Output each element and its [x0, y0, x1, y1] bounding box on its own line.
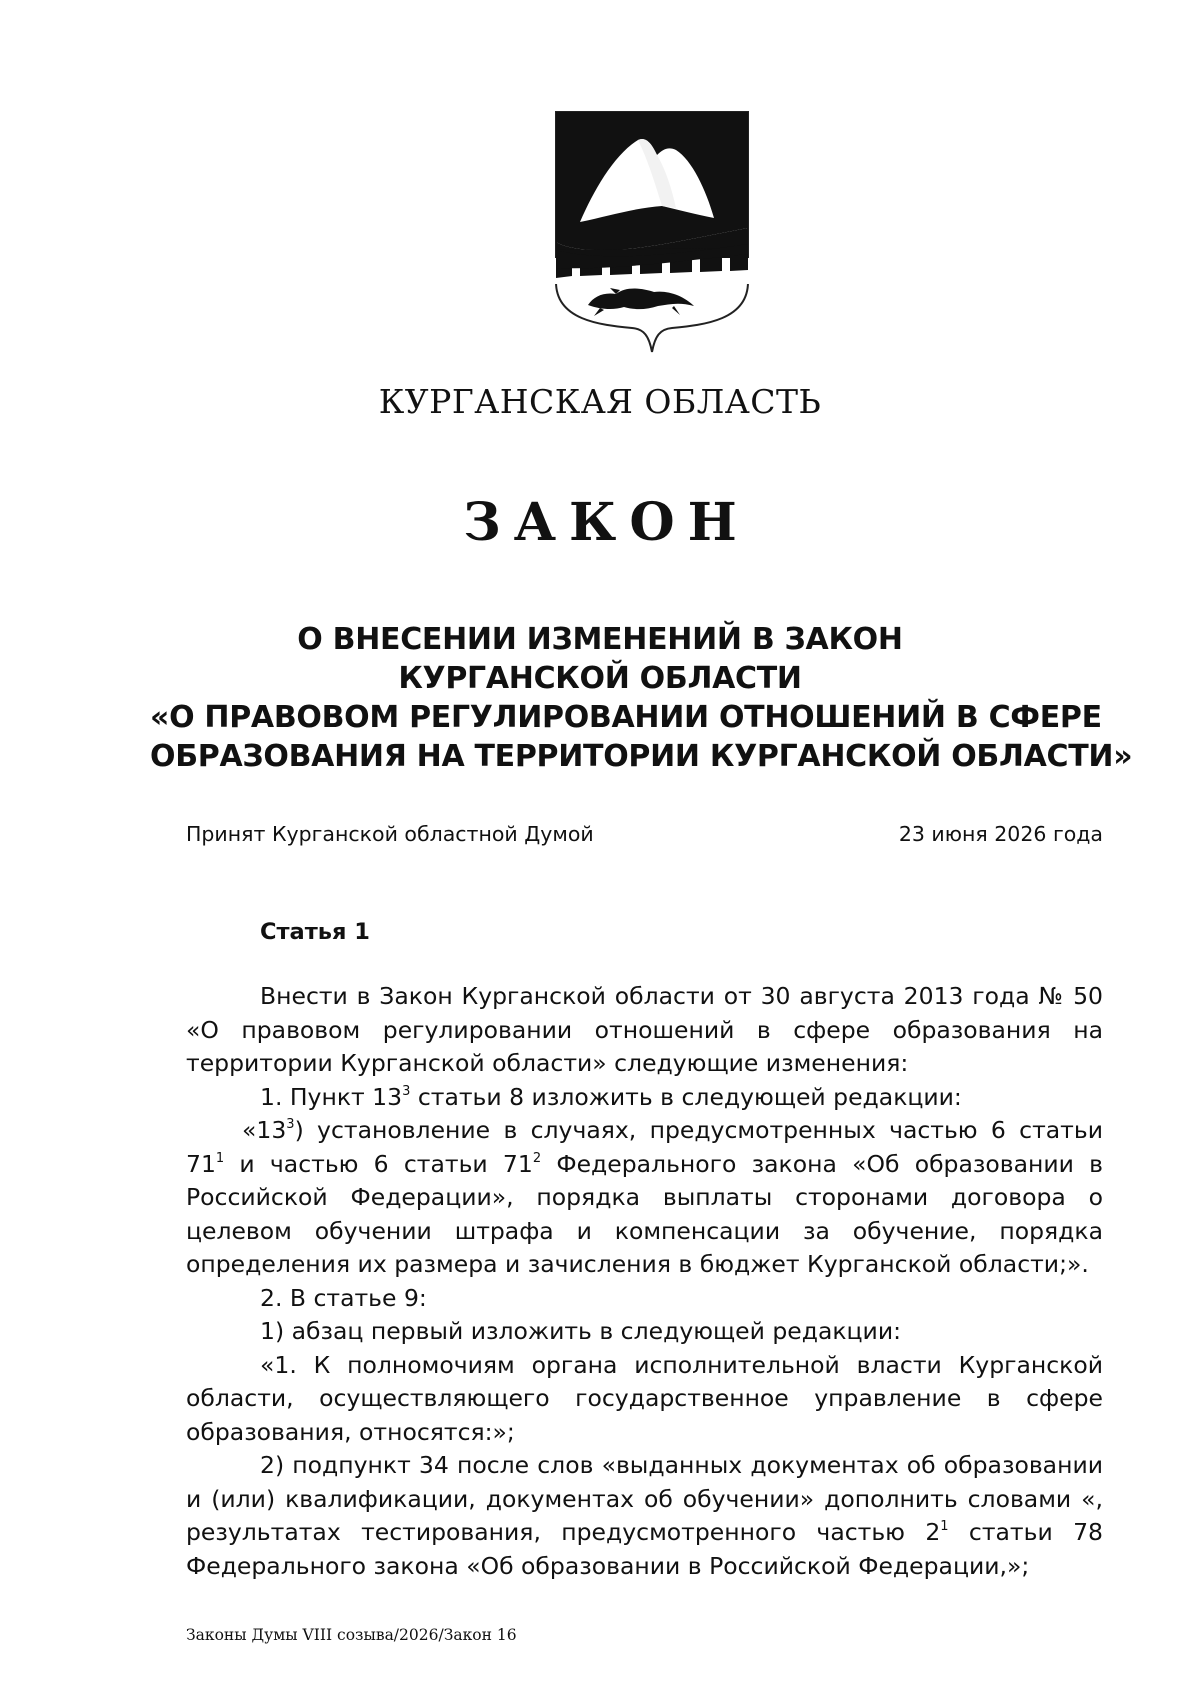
- adoption-text: Принят Курганской областной Думой: [186, 822, 594, 846]
- superscript: 3: [286, 1117, 295, 1132]
- quote-1-text-d: Федерального закона «Об образовании в Российской Федерации», порядка выплаты сторонами договора о целевом обучении штрафа и компенсации за обучение, порядка определения их размера и зачисления в бюджет Курганской области;».: [186, 1149, 1103, 1278]
- superscript: 1: [940, 1519, 949, 1534]
- amendment-subitem-1: 1) абзац первый изложить в следующей редакции:: [260, 1317, 902, 1345]
- document-type: ЗАКОН: [463, 492, 750, 553]
- amendment-item-2: 2. В статье 9:: [260, 1283, 427, 1312]
- quote-1-text-c: и частью 6 статьи 71: [224, 1149, 533, 1178]
- coat-of-arms-emblem: [554, 110, 750, 355]
- amendment-item-1-text-cont: статьи 8 изложить в следующей редакции:: [410, 1082, 962, 1111]
- footer-reference: Законы Думы VIII созыва/2026/Закон 16: [186, 1626, 517, 1644]
- adoption-date: 23 июня 2026 года: [898, 822, 1103, 846]
- region-name: КУРГАНСКАЯ ОБЛАСТЬ: [378, 382, 822, 421]
- amendment-item-1-text: 1. Пункт 13: [260, 1082, 403, 1111]
- law-title: [150, 620, 1133, 776]
- amendment-subitem-2: [186, 1449, 1103, 1583]
- superscript: 1: [215, 1150, 225, 1166]
- article-body: [186, 980, 1103, 1583]
- amendment-quote-1: [186, 1114, 1103, 1282]
- quote-1-text-a: «13: [242, 1116, 287, 1144]
- subitem-2-text-b: статьи 78 Федерального закона «Об образовании в Российской Федерации,»;: [186, 1518, 1103, 1580]
- law-title-line: ОБРАЗОВАНИЯ НА ТЕРРИТОРИИ КУРГАНСКОЙ ОБЛАСТИ»: [150, 739, 1133, 774]
- article-heading: Статья 1: [260, 919, 370, 945]
- subitem-2-text-a: 2) подпункт 34 после слов «выданных документах об образовании и (или) квалификации, документах об обучении» дополнить словами «, результатах тестирования, предусмотренного частью 2: [186, 1451, 1103, 1546]
- law-title-line: КУРГАНСКОЙ ОБЛАСТИ: [398, 661, 802, 696]
- superscript: 3: [402, 1083, 411, 1099]
- amendment-quote-2: «1. К полномочиям органа исполнительной власти Курганской области, осуществляющего государственное управление в сфере образования, относятся:»;: [186, 1350, 1103, 1446]
- superscript: 2: [532, 1150, 542, 1166]
- amendment-item-1: [186, 1081, 1103, 1115]
- quote-1-text-b: ) установление в случаях, предусмотренных частью 6 статьи 71: [186, 1116, 1103, 1178]
- law-title-line: «О ПРАВОВОМ РЕГУЛИРОВАНИИ ОТНОШЕНИЙ В СФЕРЕ: [150, 700, 1102, 735]
- article-intro: Внести в Закон Курганской области от 30 августа 2013 года № 50 «О правовом регулировании отношений в сфере образования на территории Курганской области» следующие изменения:: [186, 982, 1103, 1077]
- law-title-line: О ВНЕСЕНИИ ИЗМЕНЕНИЙ В ЗАКОН: [297, 622, 903, 657]
